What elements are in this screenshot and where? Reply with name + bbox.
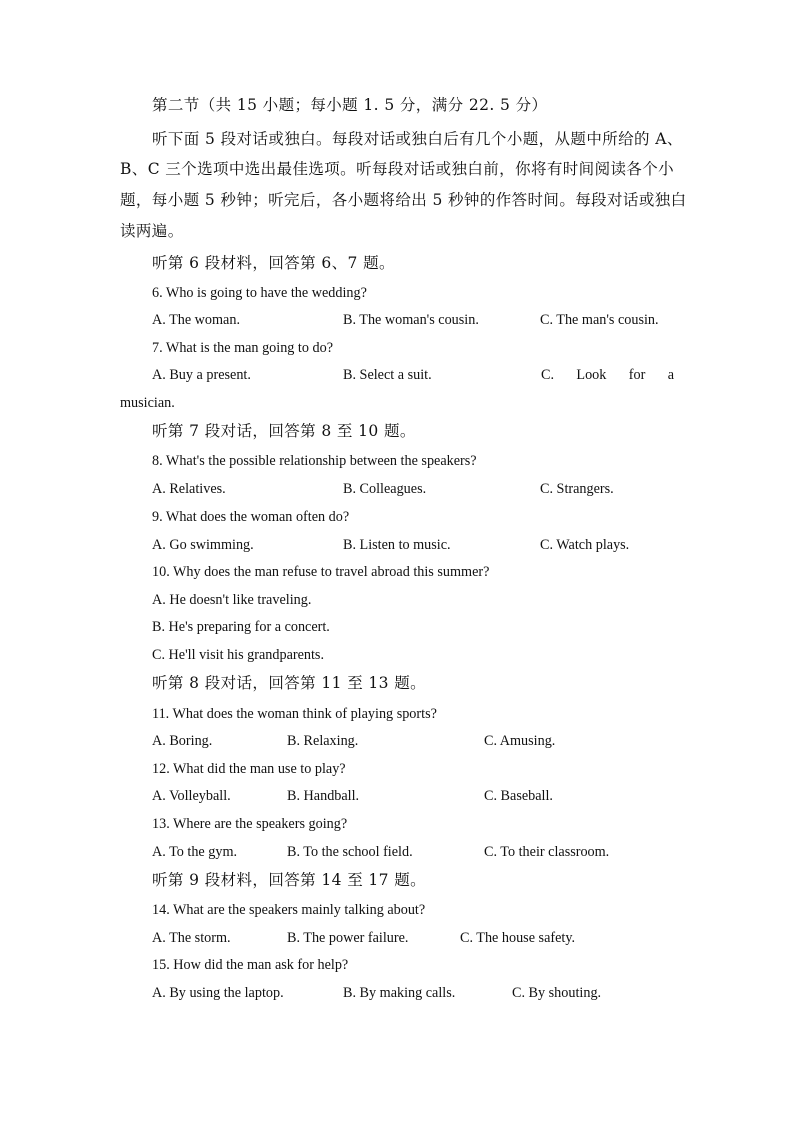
instruction-line-4: 读两遍。 xyxy=(120,222,184,240)
instruction-line-1: 听下面 5 段对话或独白。每段对话或独白后有几个小题，从题中所给的 A、 xyxy=(152,130,683,148)
option-c-part: for xyxy=(628,367,646,383)
option-a: A. To the gym. xyxy=(152,844,238,860)
option-a: A. Relatives. xyxy=(152,481,226,497)
option-c-part: a xyxy=(667,367,674,383)
option-b: B. By making calls. xyxy=(343,985,456,1001)
option-c: C. Watch plays. xyxy=(540,537,630,553)
option-c: C. He'll visit his grandparents. xyxy=(152,647,324,663)
option-c: C. The man's cousin. xyxy=(540,312,659,328)
option-b: B. He's preparing for a concert. xyxy=(152,619,330,635)
question-text: 6. Who is going to have the wedding? xyxy=(152,285,367,301)
question-text: 7. What is the man going to do? xyxy=(152,340,333,356)
question-text: 14. What are the speakers mainly talking about? xyxy=(152,902,426,918)
question-text: 8. What's the possible relationship between the speakers? xyxy=(152,453,477,469)
group-heading: 听第 6 段材料，回答第 6、7 题。 xyxy=(152,254,395,272)
option-b: B. Handball. xyxy=(287,788,360,804)
option-c: C. The house safety. xyxy=(460,930,576,946)
option-a: A. Go swimming. xyxy=(152,537,254,553)
section-title: 第二节（共 15 小题；每小题 1. 5 分，满分 22. 5 分） xyxy=(152,96,548,114)
option-b: B. Listen to music. xyxy=(343,537,451,553)
question-text: 12. What did the man use to play? xyxy=(152,761,346,777)
option-c: C. Baseball. xyxy=(484,788,553,804)
option-c: C. By shouting. xyxy=(512,985,602,1001)
option-c: C. Strangers. xyxy=(540,481,614,497)
question-text: 11. What does the woman think of playing sports? xyxy=(152,706,437,722)
option-c: C. To their classroom. xyxy=(484,844,610,860)
option-a: A. The storm. xyxy=(152,930,231,946)
option-a: A. By using the laptop. xyxy=(152,985,284,1001)
option-a: A. The woman. xyxy=(152,312,240,328)
group-heading: 听第 7 段对话，回答第 8 至 10 题。 xyxy=(152,422,416,440)
option-a: A. He doesn't like traveling. xyxy=(152,592,312,608)
option-b: B. To the school field. xyxy=(287,844,413,860)
instruction-line-3: 题，每小题 5 秒钟；听完后，各小题将给出 5 秒钟的作答时间。每段对话或独白 xyxy=(120,191,687,209)
instruction-line-2: B、C 三个选项中选出最佳选项。听每段对话或独白前，你将有时间阅读各个小 xyxy=(120,160,675,178)
question-text: 13. Where are the speakers going? xyxy=(152,816,348,832)
option-b: B. The woman's cousin. xyxy=(343,312,479,328)
option-c-continuation: musician. xyxy=(120,395,175,411)
question-text: 10. Why does the man refuse to travel abroad this summer? xyxy=(152,564,490,580)
option-c: C. Amusing. xyxy=(484,733,556,749)
option-a: A. Volleyball. xyxy=(152,788,231,804)
option-b: B. Colleagues. xyxy=(343,481,427,497)
question-text: 9. What does the woman often do? xyxy=(152,509,350,525)
option-b: B. The power failure. xyxy=(287,930,409,946)
option-a: A. Boring. xyxy=(152,733,213,749)
option-a: A. Buy a present. xyxy=(152,367,251,383)
question-text: 15. How did the man ask for help? xyxy=(152,957,349,973)
option-c-part: C. xyxy=(541,367,555,383)
option-b: B. Select a suit. xyxy=(343,367,432,383)
option-c-part: Look xyxy=(576,367,607,383)
group-heading: 听第 9 段材料，回答第 14 至 17 题。 xyxy=(152,871,427,889)
option-c xyxy=(541,366,674,384)
option-b: B. Relaxing. xyxy=(287,733,359,749)
group-heading: 听第 8 段对话，回答第 11 至 13 题。 xyxy=(152,674,427,692)
